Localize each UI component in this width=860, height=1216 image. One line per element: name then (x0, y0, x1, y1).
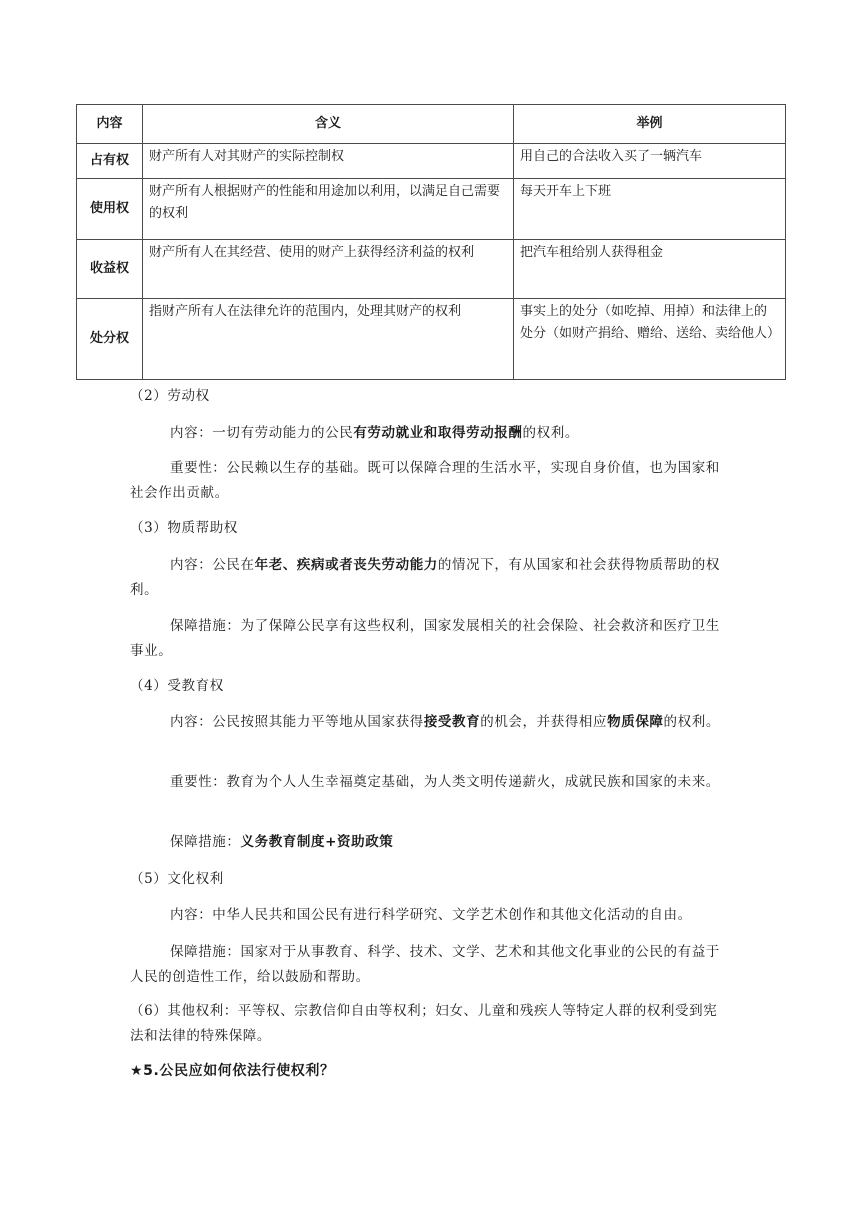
right-example: 事实上的处分（如吃掉、用掉）和法律上的处分（如财产捐给、赠给、送给、卖给他人） (514, 299, 786, 380)
right-name: 收益权 (77, 240, 143, 299)
education-content: 内容：公民按照其能力平等地从国家获得接受教育的机会，并获得相应物质保障的权利。 (170, 714, 720, 730)
education-measures: 保障措施：义务教育制度+资助政策 (170, 834, 394, 850)
table-row (77, 240, 786, 299)
table-header-row (77, 105, 786, 144)
labor-importance: 重要性：公民赖以生存的基础。既可以保障合理的生活水平，实现自身价值，也为国家和社会作出贡献。 (130, 460, 720, 501)
property-rights-table (76, 104, 786, 380)
question-heading: ★5.公民应如何依法行使权利？ (130, 1063, 335, 1079)
labor-content: 内容：一切有劳动能力的公民有劳动就业和取得劳动报酬的权利。 (170, 425, 579, 441)
material-measures: 保障措施：为了保障公民享有这些权利，国家发展相关的社会保险、社会救济和医疗卫生事业。 (130, 618, 720, 659)
right-meaning: 财产所有人在其经营、使用的财产上获得经济利益的权利 (143, 240, 514, 299)
culture-content: 内容：中华人民共和国公民有进行科学研究、文学艺术创作和其他文化活动的自由。 (170, 907, 692, 923)
section-heading-culture: （5）文化权利 (130, 871, 224, 887)
right-name: 处分权 (77, 299, 143, 380)
education-importance: 重要性：教育为个人人生幸福奠定基础，为人类文明传递薪火，成就民族和国家的未来。 (170, 774, 720, 790)
header-meaning: 含义 (143, 105, 514, 144)
header-content: 内容 (77, 105, 143, 144)
table-row (77, 144, 786, 179)
table-row (77, 179, 786, 240)
header-example: 举例 (514, 105, 786, 144)
right-example: 每天开车上下班 (514, 179, 786, 240)
section-heading-labor: （2）劳动权 (130, 388, 210, 404)
right-meaning: 指财产所有人在法律允许的范围内，处理其财产的权利 (143, 299, 514, 380)
other-rights: （6）其他权利：平等权、宗教信仰自由等权利；妇女、儿童和残疾人等特定人群的权利受到宪法和法律的特殊保障。 (130, 1003, 718, 1044)
right-name: 使用权 (77, 179, 143, 240)
table-row (77, 299, 786, 380)
right-name: 占有权 (77, 144, 143, 179)
material-content: 内容：公民在年老、疾病或者丧失劳动能力的情况下，有从国家和社会获得物质帮助的权利。 (130, 557, 720, 598)
right-meaning: 财产所有人根据财产的性能和用途加以利用，以满足自己需要的权利 (143, 179, 514, 240)
right-example: 用自己的合法收入买了一辆汽车 (514, 144, 786, 179)
culture-measures: 保障措施：国家对于从事教育、科学、技术、文学、艺术和其他文化事业的公民的有益于人民的创造性工作，给以鼓励和帮助。 (130, 944, 720, 985)
right-example: 把汽车租给别人获得租金 (514, 240, 786, 299)
section-heading-education: （4）受教育权 (130, 678, 224, 694)
right-meaning: 财产所有人对其财产的实际控制权 (143, 144, 514, 179)
section-heading-material: （3）物质帮助权 (130, 520, 238, 536)
